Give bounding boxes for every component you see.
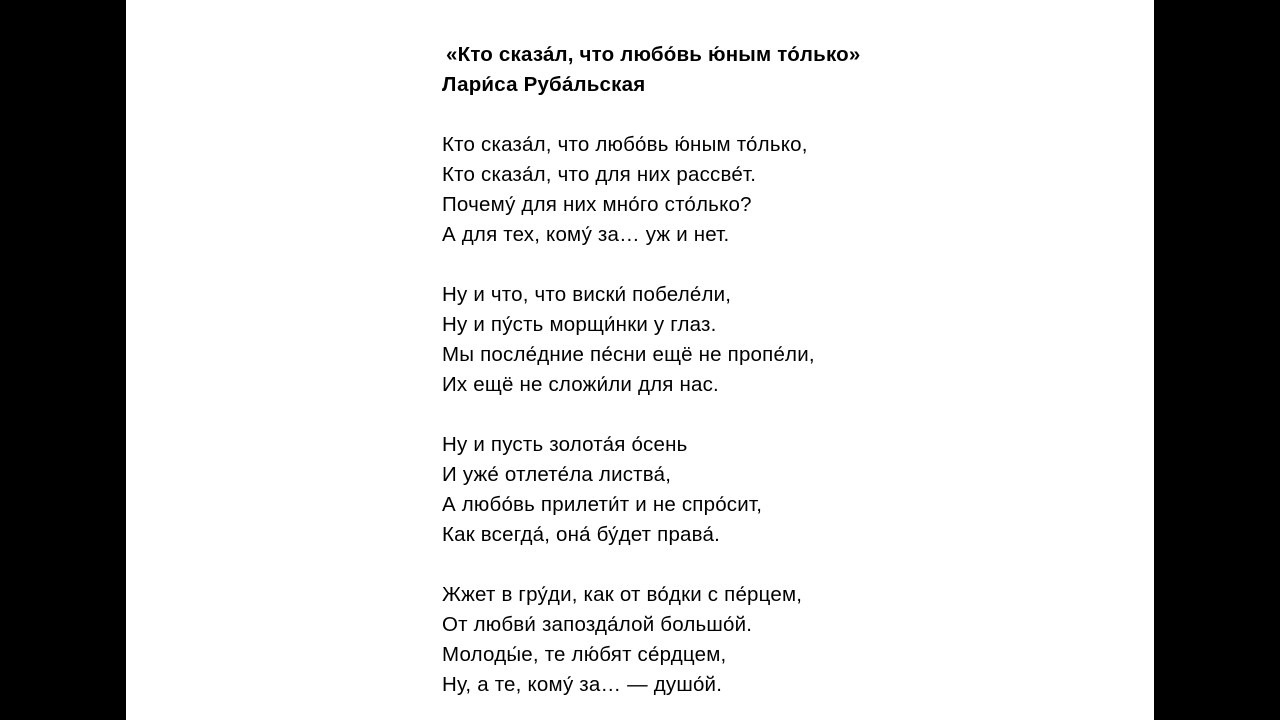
stanza: [442, 130, 860, 250]
document-page: [126, 0, 1154, 720]
poem-line: Молоды́е, те лю́бят се́рдцем,: [442, 643, 727, 666]
poem-line: А для тех, кому́ за… уж и нет.: [442, 223, 730, 246]
poem-author: Лари́са Руба́льская: [442, 73, 646, 96]
poem-line: Как всегда́, она́ бу́дет права́.: [442, 523, 721, 546]
poem-line: От любви́ запозда́лой большо́й.: [442, 613, 753, 636]
poem-line: И уже́ отлете́ла листва́,: [442, 463, 672, 486]
stanza: [442, 580, 860, 700]
poem-line: Мы после́дние пе́сни ещё не пропе́ли,: [442, 343, 815, 366]
poem: [442, 40, 860, 700]
poem-line: Почему́ для них мно́го сто́лько?: [442, 193, 752, 216]
poem-line: Кто сказа́л, что любо́вь ю́ным то́лько,: [442, 133, 808, 156]
stanza: [442, 280, 860, 400]
poem-line: Ну и что, что виски́ побеле́ли,: [442, 283, 732, 306]
poem-line: Жжет в гру́ди, как от во́дки с пе́рцем,: [442, 583, 803, 606]
poem-line: Их ещё не сложи́ли для нас.: [442, 373, 719, 396]
poem-title: «Кто сказа́л, что любо́вь ю́ным то́лько»: [446, 43, 861, 66]
poem-line: А любо́вь прилети́т и не спро́сит,: [442, 493, 763, 516]
poem-line: Ну и пусть золота́я о́сень: [442, 433, 688, 456]
poem-line: Ну и пу́сть морщи́нки у глаз.: [442, 313, 717, 336]
stanza: [442, 430, 860, 550]
poem-line: Ну, а те, кому́ за… — душо́й.: [442, 673, 723, 696]
poem-line: Кто сказа́л, что для них рассве́т.: [442, 163, 757, 186]
